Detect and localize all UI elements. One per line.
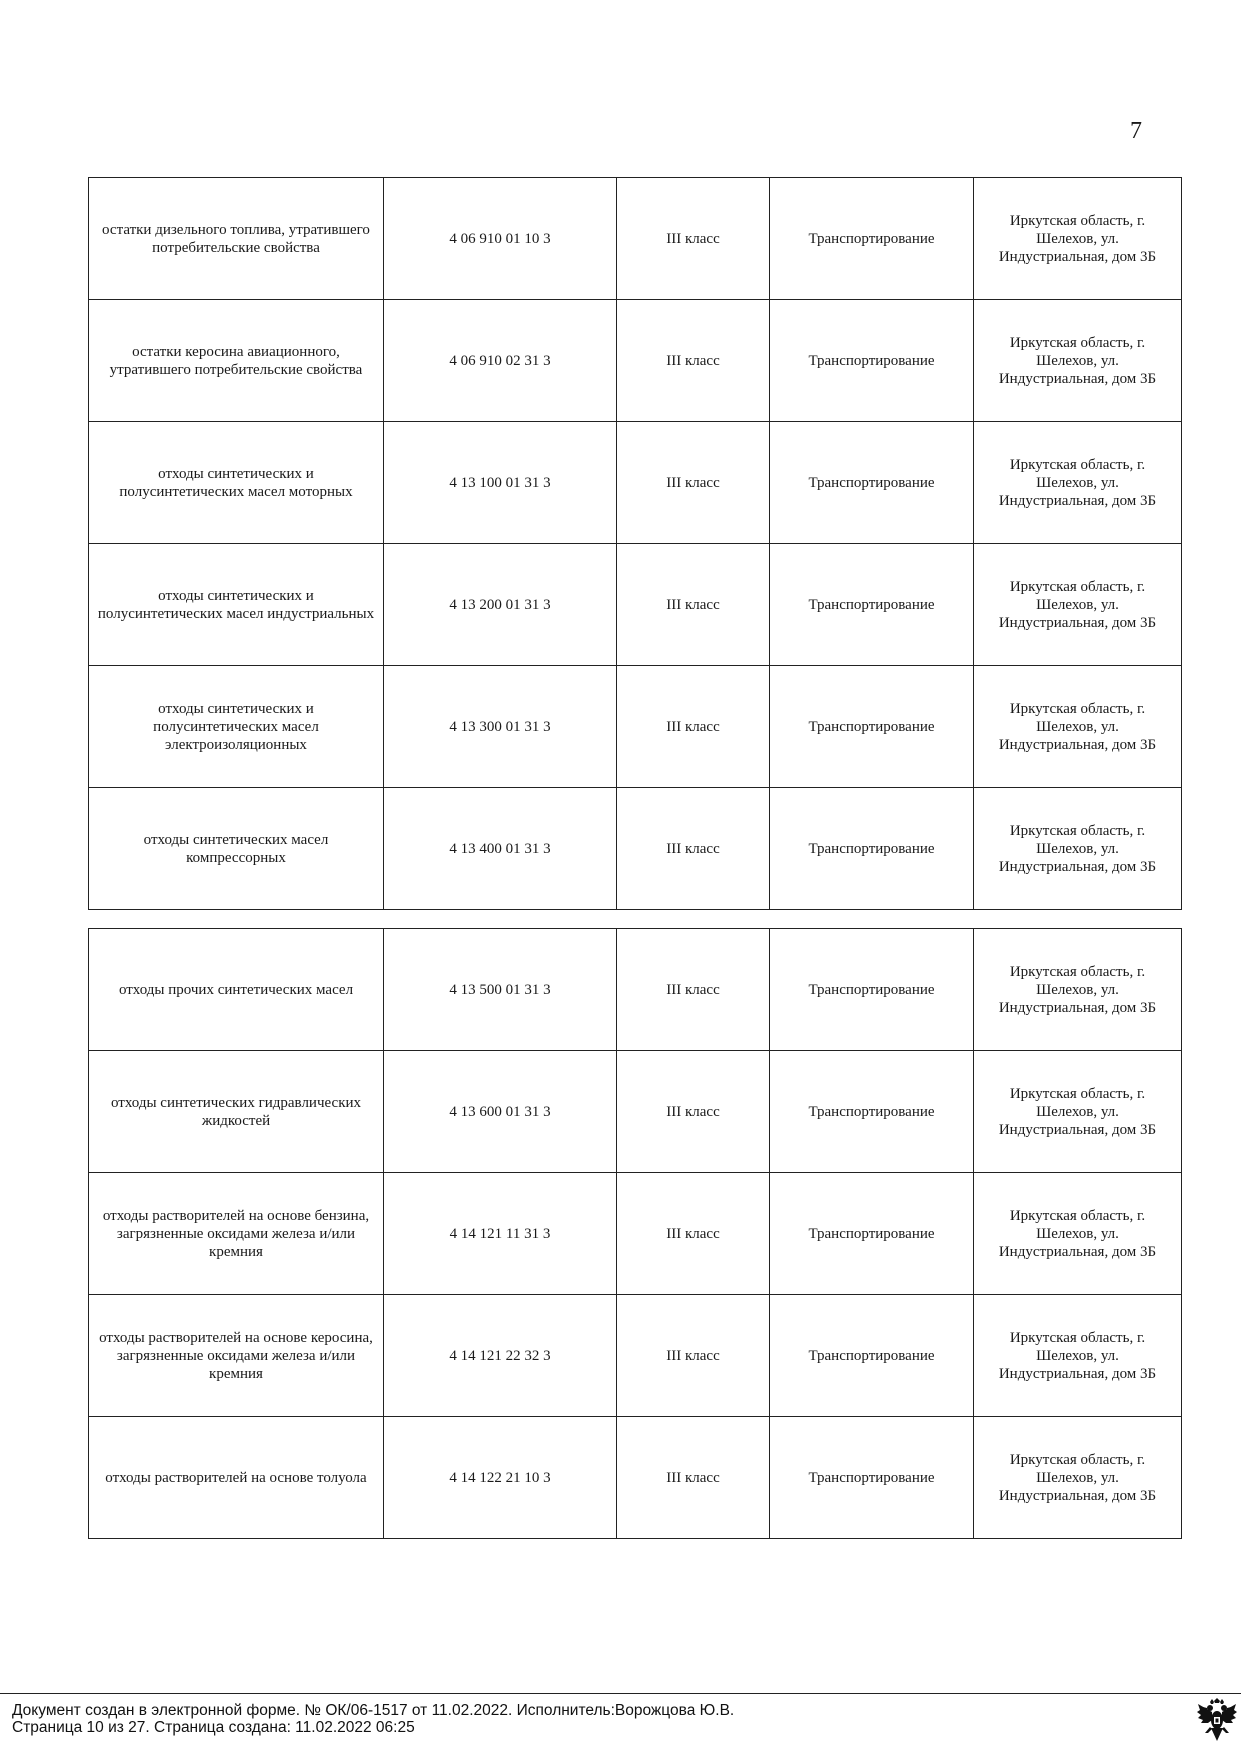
- hazard-class-cell: III класс: [617, 1051, 770, 1173]
- activity-type-cell: Транспортирование: [770, 1051, 974, 1173]
- fkko-code-cell: 4 06 910 02 31 3: [384, 300, 617, 422]
- footer-text: [12, 1702, 734, 1736]
- activity-type-cell: Транспортирование: [770, 544, 974, 666]
- waste-name-cell: отходы синтетических гидравлических жидкостей: [89, 1051, 384, 1173]
- address-cell: Иркутская область, г. Шелехов, ул. Индустриальная, дом 3Б: [974, 788, 1182, 910]
- waste-table-top: [88, 177, 1182, 910]
- fkko-code-cell: 4 13 200 01 31 3: [384, 544, 617, 666]
- activity-type-cell: Транспортирование: [770, 666, 974, 788]
- fkko-code-cell: 4 13 500 01 31 3: [384, 929, 617, 1051]
- table-row: [89, 1051, 1182, 1173]
- address-cell: Иркутская область, г. Шелехов, ул. Индустриальная, дом 3Б: [974, 1051, 1182, 1173]
- address-cell: Иркутская область, г. Шелехов, ул. Индустриальная, дом 3Б: [974, 666, 1182, 788]
- double-headed-eagle-emblem-icon: [1196, 1698, 1238, 1742]
- waste-name-cell: отходы синтетических и полусинтетических масел электроизоляционных: [89, 666, 384, 788]
- address-cell: Иркутская область, г. Шелехов, ул. Индустриальная, дом 3Б: [974, 1295, 1182, 1417]
- fkko-code-cell: 4 13 400 01 31 3: [384, 788, 617, 910]
- address-cell: Иркутская область, г. Шелехов, ул. Индустриальная, дом 3Б: [974, 178, 1182, 300]
- fkko-code-cell: 4 14 121 22 32 3: [384, 1295, 617, 1417]
- hazard-class-cell: III класс: [617, 178, 770, 300]
- table-row: [89, 1173, 1182, 1295]
- table-row: [89, 544, 1182, 666]
- waste-name-cell: остатки дизельного топлива, утратившего потребительские свойства: [89, 178, 384, 300]
- footer-line-document: Документ создан в электронной форме. № ОК/06-1517 от 11.02.2022. Исполнитель:Ворожцова Ю.В.: [12, 1702, 735, 1719]
- waste-name-cell: отходы растворителей на основе бензина, загрязненные оксидами железа и/или кремния: [89, 1173, 384, 1295]
- table-row: [89, 178, 1182, 300]
- fkko-code-cell: 4 06 910 01 10 3: [384, 178, 617, 300]
- address-cell: Иркутская область, г. Шелехов, ул. Индустриальная, дом 3Б: [974, 544, 1182, 666]
- table-row: [89, 300, 1182, 422]
- waste-name-cell: отходы растворителей на основе толуола: [89, 1417, 384, 1539]
- table-row: [89, 1417, 1182, 1539]
- waste-name-cell: отходы прочих синтетических масел: [89, 929, 384, 1051]
- activity-type-cell: Транспортирование: [770, 1417, 974, 1539]
- hazard-class-cell: III класс: [617, 1295, 770, 1417]
- footer-divider: [0, 1693, 1241, 1694]
- table-row: [89, 1295, 1182, 1417]
- address-cell: Иркутская область, г. Шелехов, ул. Индустриальная, дом 3Б: [974, 422, 1182, 544]
- waste-name-cell: отходы синтетических и полусинтетических масел индустриальных: [89, 544, 384, 666]
- fkko-code-cell: 4 14 122 21 10 3: [384, 1417, 617, 1539]
- hazard-class-cell: III класс: [617, 422, 770, 544]
- page-number: 7: [1130, 118, 1142, 144]
- hazard-class-cell: III класс: [617, 1417, 770, 1539]
- address-cell: Иркутская область, г. Шелехов, ул. Индустриальная, дом 3Б: [974, 300, 1182, 422]
- waste-name-cell: отходы синтетических масел компрессорных: [89, 788, 384, 910]
- footer-line-page: Страница 10 из 27. Страница создана: 11.02.2022 06:25: [12, 1719, 415, 1736]
- activity-type-cell: Транспортирование: [770, 929, 974, 1051]
- waste-name-cell: остатки керосина авиационного, утратившего потребительские свойства: [89, 300, 384, 422]
- hazard-class-cell: III класс: [617, 929, 770, 1051]
- activity-type-cell: Транспортирование: [770, 300, 974, 422]
- fkko-code-cell: 4 14 121 11 31 3: [384, 1173, 617, 1295]
- activity-type-cell: Транспортирование: [770, 422, 974, 544]
- address-cell: Иркутская область, г. Шелехов, ул. Индустриальная, дом 3Б: [974, 1173, 1182, 1295]
- activity-type-cell: Транспортирование: [770, 788, 974, 910]
- fkko-code-cell: 4 13 300 01 31 3: [384, 666, 617, 788]
- hazard-class-cell: III класс: [617, 544, 770, 666]
- hazard-class-cell: III класс: [617, 300, 770, 422]
- activity-type-cell: Транспортирование: [770, 178, 974, 300]
- waste-name-cell: отходы растворителей на основе керосина, загрязненные оксидами железа и/или кремния: [89, 1295, 384, 1417]
- activity-type-cell: Транспортирование: [770, 1295, 974, 1417]
- hazard-class-cell: III класс: [617, 788, 770, 910]
- fkko-code-cell: 4 13 100 01 31 3: [384, 422, 617, 544]
- activity-type-cell: Транспортирование: [770, 1173, 974, 1295]
- table-row: [89, 788, 1182, 910]
- waste-name-cell: отходы синтетических и полусинтетических масел моторных: [89, 422, 384, 544]
- hazard-class-cell: III класс: [617, 1173, 770, 1295]
- address-cell: Иркутская область, г. Шелехов, ул. Индустриальная, дом 3Б: [974, 1417, 1182, 1539]
- waste-table-bottom: [88, 928, 1182, 1539]
- address-cell: Иркутская область, г. Шелехов, ул. Индустриальная, дом 3Б: [974, 929, 1182, 1051]
- hazard-class-cell: III класс: [617, 666, 770, 788]
- table-row: [89, 666, 1182, 788]
- table-row: [89, 422, 1182, 544]
- table-row: [89, 929, 1182, 1051]
- fkko-code-cell: 4 13 600 01 31 3: [384, 1051, 617, 1173]
